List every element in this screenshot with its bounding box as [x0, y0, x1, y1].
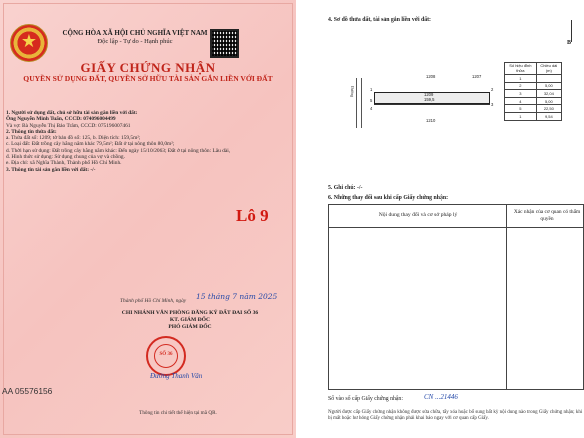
register-number-label: Số vào sổ cấp Giấy chứng nhận:: [328, 396, 403, 402]
dim-vertex: 2: [505, 82, 537, 90]
road-label: Đường: [350, 86, 355, 98]
dim-header-length: Chiều dài (m): [536, 63, 561, 75]
qr-code-icon: [210, 29, 239, 58]
table-row: [505, 105, 562, 113]
vertex-2: 2: [491, 87, 494, 92]
dim-length: 5,00: [536, 82, 561, 90]
parcel-area: 159,5: [424, 97, 435, 102]
parcel-boundary: [374, 104, 490, 105]
parcel-address: e. Địa chỉ: xã Nghĩa Thành, Thành phố Hồ Chí Minh.: [6, 160, 122, 167]
neighbor-1208: 1208: [426, 74, 436, 79]
sign-date: 15 tháng 7 năm 2025: [196, 292, 278, 301]
nation-name: CỘNG HÒA XÃ HỘI CHỦ NGHĨA VIỆT NAM: [62, 29, 208, 37]
notes-heading: 5. Ghi chú: -/-: [328, 185, 363, 191]
vertex-1: 1: [370, 87, 373, 92]
vertex-5: 5: [370, 98, 373, 103]
section-map-heading: 4. Sơ đồ thửa đất, tài sản gắn liền với đất:: [328, 17, 431, 23]
north-label: B: [567, 40, 572, 46]
land-use-type: c. Loại đất: Đất trồng cây hằng năm khác 79,5m²; Đất ở tại nông thôn 80,0m²;: [6, 141, 175, 148]
register-number-value: CN ...21446: [424, 393, 458, 401]
dim-length: [536, 75, 561, 83]
dim-vertex: 5: [505, 105, 537, 113]
dim-length: 32,04: [536, 90, 561, 98]
official-stamp-icon: [146, 336, 186, 376]
dim-length: 5,00: [536, 97, 561, 105]
dim-vertex: 1: [505, 112, 537, 120]
changes-heading: 6. Những thay đổi sau khi cấp Giấy chứng nhận:: [328, 195, 449, 201]
parcel-info: a. Thửa đất số: 1209; tờ bản đồ số: 125, b. Diện tích: 159,5m²;: [6, 135, 141, 142]
section-parcel-heading: 2. Thông tin thửa đất:: [6, 128, 57, 135]
national-emblem-icon: ★: [10, 24, 48, 62]
land-use-term: d. Thời hạn sử dụng: Đất trồng cây hằng năm khác: Đến ngày 15/10/2063; Đất ở tại nông thôn: Lâu dài,: [6, 147, 231, 154]
agency-title: PHÓ GIÁM ĐỐC: [168, 324, 212, 330]
issuing-agency: [90, 310, 290, 331]
parcel-diagram: [344, 72, 504, 134]
lot-label: Lô 9: [236, 206, 269, 225]
neighbor-1210: 1210: [426, 118, 436, 123]
certificate-back-page: [300, 0, 584, 438]
dim-vertex: 4: [505, 97, 537, 105]
table-row: [505, 90, 562, 98]
table-row: [505, 112, 562, 120]
vertex-3: 3: [491, 102, 494, 107]
sign-place: Thành phố Hồ Chí Minh, ngày: [120, 298, 187, 304]
usage-form: đ. Hình thức sử dụng: Sử dụng chung của vợ và chồng.: [6, 154, 125, 161]
owner-spouse: Và vợ: Bà Nguyễn Thị Bảo Trâm, CCCD: 075196007461: [6, 122, 131, 129]
certificate-title: GIẤY CHỨNG NHẬN: [80, 60, 216, 75]
agency-name: CHI NHÁNH VĂN PHÒNG ĐĂNG KÝ ĐẤT ĐAI SỐ 36: [121, 310, 259, 316]
dim-vertex: 1: [505, 75, 537, 83]
table-row: [505, 97, 562, 105]
certificate-subtitle: QUYỀN SỬ DỤNG ĐẤT, QUYỀN SỞ HỮU TÀI SẢN GẮN LIỀN VỚI ĐẤT: [23, 74, 273, 83]
owner-primary: Ông Nguyễn Minh Tuấn, CCCD: 074096004499: [6, 116, 116, 123]
stamp-text: SỐ 36: [159, 352, 173, 357]
national-motto: Độc lập - Tự do - Hạnh phúc: [97, 38, 173, 45]
footer-note: Người được cấp Giấy chứng nhận không được sửa chữa, tẩy xóa hoặc bổ sung bất kỳ nội dung nào trong Giấy chứng nhận; khi bị mất hoặc hư hỏng Giấy chứng nhận phải khai báo ngay với cơ quan cấp Giấy.: [328, 410, 583, 422]
dim-vertex: 3: [505, 90, 537, 98]
parcel-number: 1209: [424, 92, 434, 97]
table-row: [505, 82, 562, 90]
certificate-serial: AA 05576156: [2, 386, 53, 396]
changes-col-content: Nội dung thay đổi và cơ sở pháp lý: [378, 212, 458, 218]
agency-role: KT. GIÁM ĐỐC: [169, 317, 211, 323]
section-owner-heading: 1. Người sử dụng đất, chủ sở hữu tài sản gắn liền với đất:: [6, 110, 138, 116]
changes-col-confirmation: Xác nhận của cơ quan có thẩm quyền: [513, 209, 581, 222]
table-row: [505, 75, 562, 83]
signature: Đường Thanh Vân: [150, 372, 203, 380]
certificate-details: [6, 110, 246, 173]
section-assets-heading: 3. Thông tin tài sản gắn liền với đất: -/-: [6, 166, 96, 173]
qr-note: Thông tin chi tiết thể hiện tại mã QR.: [139, 410, 217, 416]
neighbor-1207: 1207: [472, 74, 482, 79]
north-arrow-icon: [571, 20, 572, 42]
dimension-table: [504, 62, 562, 121]
changes-column-divider: [329, 205, 507, 389]
dim-length: 9,54: [536, 112, 561, 120]
dim-header-vertex: Số hiệu đỉnh thửa: [505, 63, 537, 75]
changes-table: [328, 204, 584, 390]
dim-length: 22,50: [536, 105, 561, 113]
road-shape: [356, 78, 362, 128]
vertex-4: 4: [370, 106, 373, 111]
